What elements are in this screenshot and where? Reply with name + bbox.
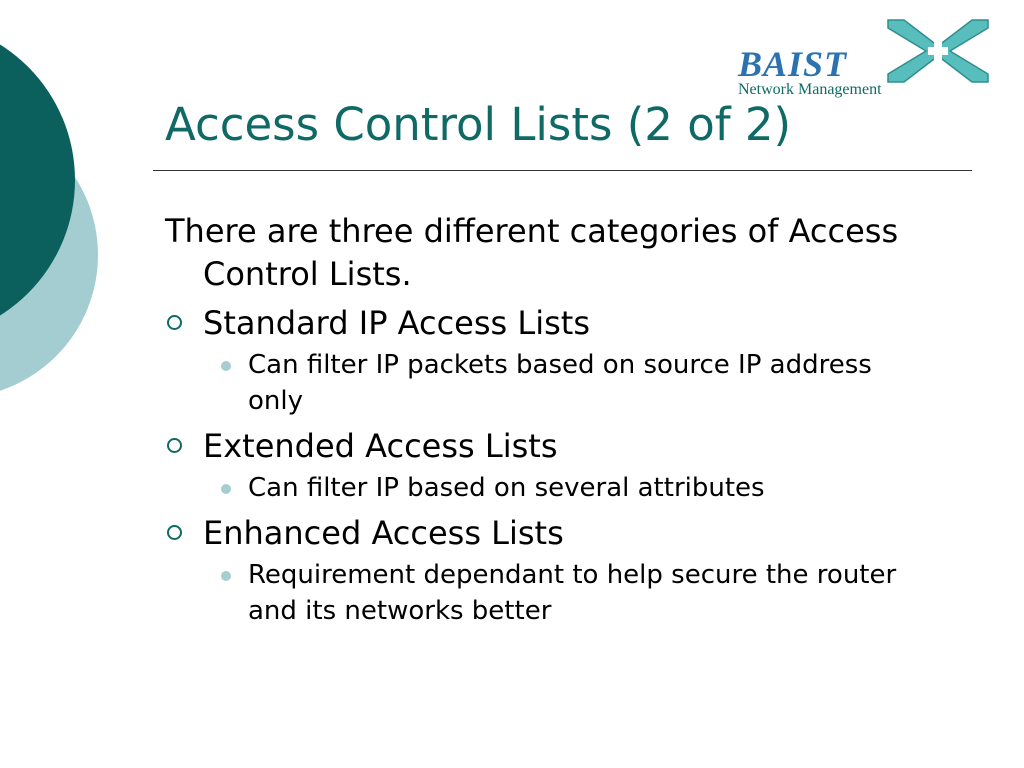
sub-bullet-label: Can filter IP packets based on source IP address only	[248, 350, 872, 416]
ring-bullet-icon	[167, 525, 182, 540]
slide-title: Access Control Lists (2 of 2)	[165, 98, 792, 151]
dot-bullet-icon	[221, 361, 231, 371]
dot-bullet-icon	[221, 571, 231, 581]
sub-bullet-label: Can filter IP based on several attributes	[248, 473, 765, 503]
sub-bullet-enhanced	[165, 557, 925, 629]
bullet-label: Standard IP Access Lists	[203, 304, 590, 342]
decorative-circles	[0, 0, 110, 420]
sub-bullet-standard-ip	[165, 347, 925, 419]
sub-bullet-label: Requirement dependant to help secure the router and its networks better	[248, 560, 897, 626]
ring-bullet-icon	[167, 438, 182, 453]
intro-text: There are three different categories of Access Control Lists.	[165, 212, 899, 293]
ring-bullet-icon	[167, 315, 182, 330]
logo-wordmark: BAIST	[738, 44, 848, 84]
dot-bullet-icon	[221, 484, 231, 494]
bullet-standard-ip	[165, 302, 925, 345]
sub-bullet-extended	[165, 470, 925, 506]
title-divider	[153, 170, 972, 171]
baist-logo	[730, 16, 1002, 104]
bullet-label: Enhanced Access Lists	[203, 514, 564, 552]
logo-subtitle: Network Management	[738, 81, 882, 98]
bullet-label: Extended Access Lists	[203, 427, 558, 465]
slide-body	[165, 210, 925, 629]
cross-arrows-icon	[878, 16, 998, 86]
bullet-extended	[165, 425, 925, 468]
bullet-enhanced	[165, 512, 925, 555]
